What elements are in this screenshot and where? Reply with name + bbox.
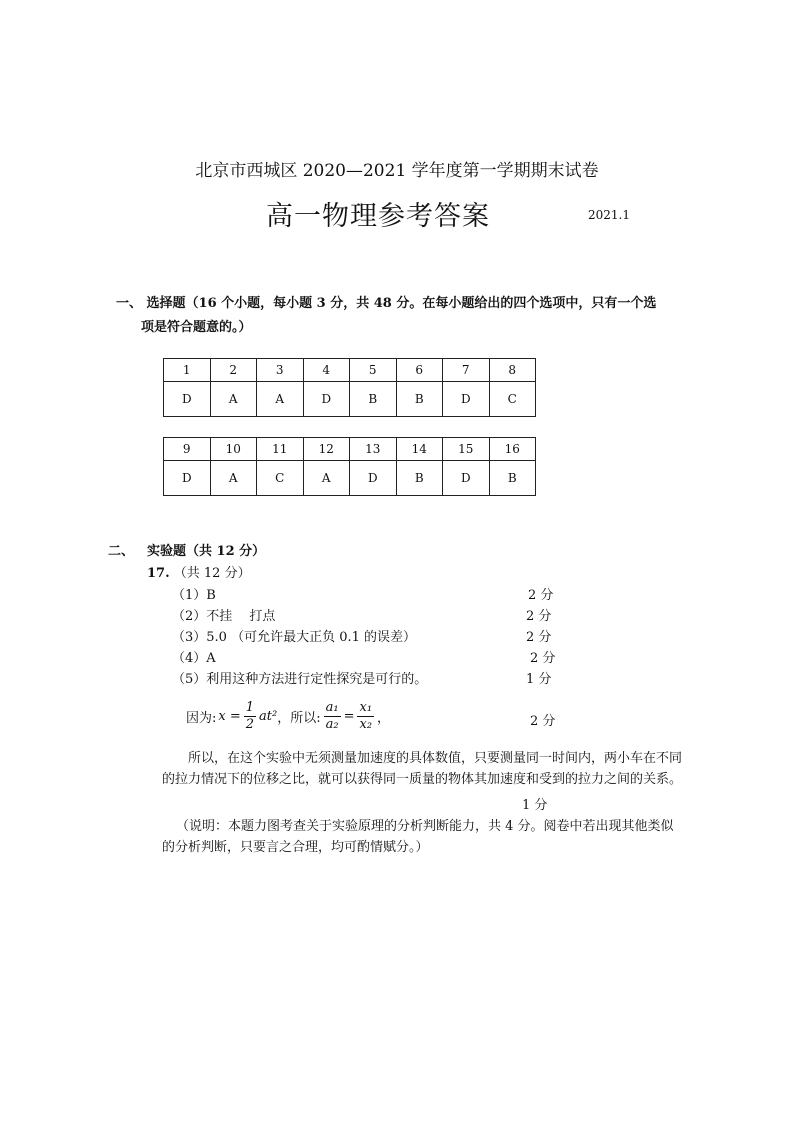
answer-cell: D (164, 461, 211, 496)
question-number: 12 (303, 438, 350, 461)
answer-table-2-answers (164, 461, 536, 496)
section1-heading-cont: 项是符合题意的。） (141, 320, 252, 335)
formula-x-equals: x = (218, 709, 241, 724)
question-number: 7 (443, 359, 490, 382)
answer-cell: C (489, 382, 536, 417)
fraction-numerator: a₁ (325, 700, 339, 715)
question-number: 6 (396, 359, 443, 382)
answer-cell: A (303, 461, 350, 496)
question-number: 4 (303, 359, 350, 382)
answer-cell: C (257, 461, 304, 496)
formula-because: 因为: (186, 711, 217, 726)
formula-equals: = (343, 709, 355, 724)
answer-item-1: （1）B (172, 588, 216, 603)
question-number: 8 (489, 359, 536, 382)
answer-item-4: （4）A (172, 651, 216, 666)
question-number: 1 (164, 359, 211, 382)
question-17-heading (147, 562, 251, 581)
question-number: 5 (350, 359, 397, 382)
section1-heading: 一、 选择题（16 个小题，每小题 3 分，共 48 分。在每小题给出的四个选项中，只有一个选 (116, 296, 657, 311)
answer-cell: D (443, 382, 490, 417)
answer-item-5: （5）利用这种方法进行定性探究是可行的。 (172, 672, 428, 687)
answer-item-2: （2）不挂 打点 (172, 609, 276, 624)
answer-cell: B (350, 382, 397, 417)
fraction-denominator: 2 (245, 717, 255, 732)
answer-cell: B (396, 382, 443, 417)
fraction-one-half (244, 700, 256, 733)
answer-table-1-numbers (164, 359, 536, 382)
answer-cell: D (164, 382, 211, 417)
question-number: 16 (489, 438, 536, 461)
answer-table-2-numbers (164, 438, 536, 461)
question-number: 14 (396, 438, 443, 461)
question-number: 9 (164, 438, 211, 461)
answer-cell: A (257, 382, 304, 417)
explanation-score: 1 分 (522, 798, 548, 813)
answer-item-3-score: 2 分 (526, 630, 552, 645)
answer-item-3: （3）5.0 （可允许最大正负 0.1 的误差） (172, 630, 417, 645)
answer-table-1 (163, 358, 536, 417)
question-number: 15 (443, 438, 490, 461)
explanation-paragraph: 所以，在这个实验中无须测量加速度的具体数值，只要测量同一时间内，两小车在不同的拉力情况下的位移之比，就可以获得同一质量的物体其加速度和受到的拉力之间的关系。 (162, 751, 683, 787)
answer-key-title: 高一物理参考答案 (266, 201, 490, 232)
answer-table-1-answers (164, 382, 536, 417)
answer-cell: B (489, 461, 536, 496)
answer-cell: D (350, 461, 397, 496)
question-number: 11 (257, 438, 304, 461)
question-number: 10 (210, 438, 257, 461)
question-17-label: 17. (147, 566, 170, 581)
answer-table-2 (163, 437, 536, 496)
kinematics-formula (186, 700, 390, 733)
exam-title: 北京市西城区 2020—2021 学年度第一学期期末试卷 (195, 161, 599, 181)
question-number: 2 (210, 359, 257, 382)
exam-date: 2021.1 (588, 208, 630, 222)
question-number: 3 (257, 359, 304, 382)
section2-heading: 实验题（共 12 分） (147, 544, 266, 559)
fraction-numerator: x₁ (359, 700, 373, 715)
question-17-total: （共 12 分） (173, 566, 251, 581)
answer-item-1-score: 2 分 (528, 588, 554, 603)
answer-item-5-score: 1 分 (526, 672, 552, 687)
answer-cell: D (303, 382, 350, 417)
formula-comma: ， (377, 711, 391, 726)
answer-cell: B (396, 461, 443, 496)
answer-item-4-score: 2 分 (530, 651, 556, 666)
fraction-numerator: 1 (245, 700, 255, 715)
fraction-a-ratio (324, 700, 341, 733)
answer-cell: A (210, 382, 257, 417)
answer-cell: A (210, 461, 257, 496)
formula-so: ，所以: (277, 711, 321, 726)
fraction-x-ratio (357, 700, 374, 733)
grading-note: （说明：本题力图考查关于实验原理的分析判断能力，共 4 分。阅卷中若出现其他类似的分析判断，只要言之合理，均可酌情赋分。） (162, 819, 674, 855)
answer-item-2-score: 2 分 (526, 609, 552, 624)
fraction-denominator: a₂ (325, 717, 339, 732)
formula-at-squared: at² (259, 709, 278, 724)
formula-score: 2 分 (530, 714, 556, 729)
section2-number: 二、 (108, 544, 135, 559)
fraction-denominator: x₂ (359, 717, 373, 732)
question-number: 13 (350, 438, 397, 461)
answer-cell: D (443, 461, 490, 496)
